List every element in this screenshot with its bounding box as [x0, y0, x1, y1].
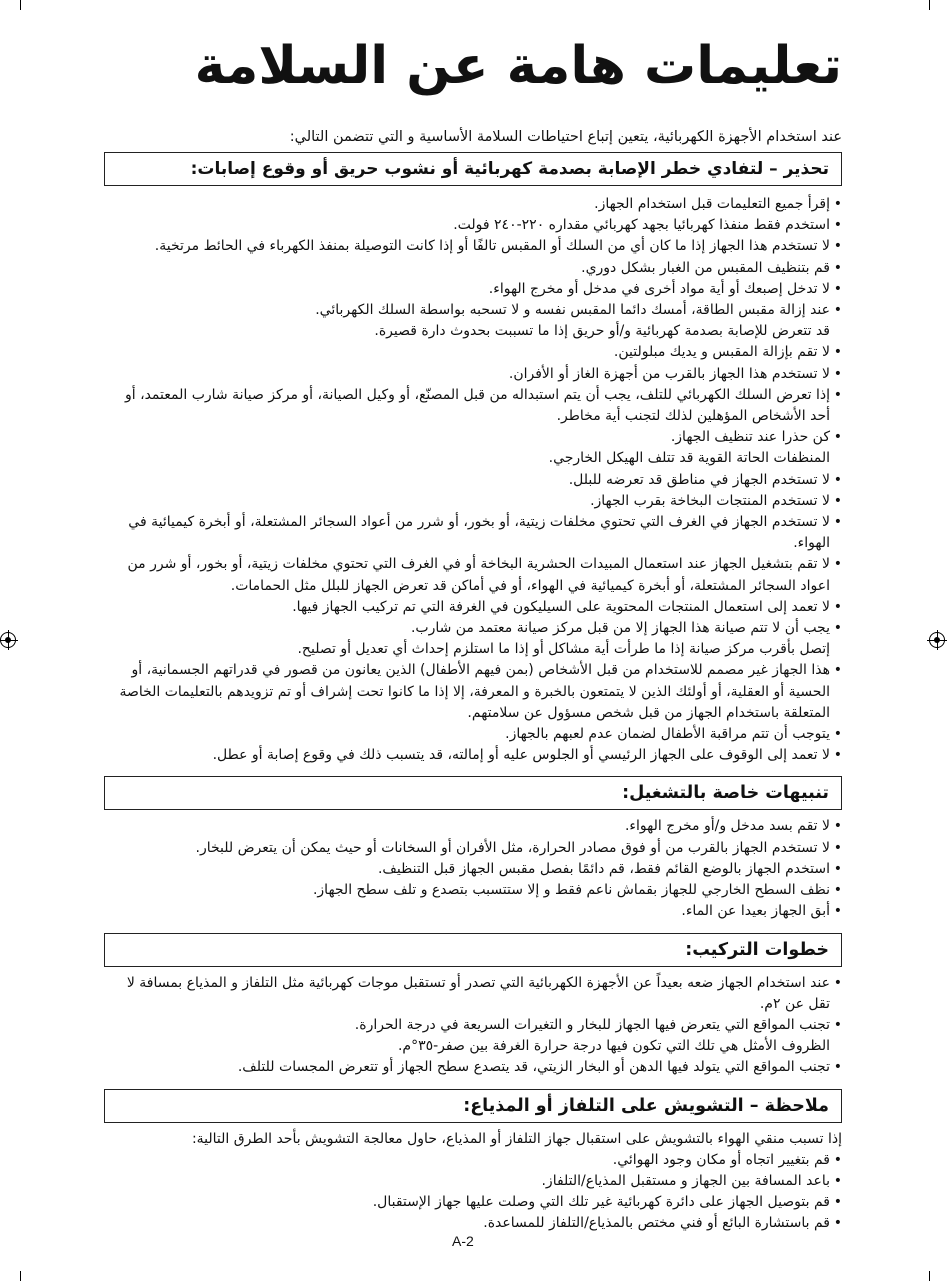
list-item: [104, 279, 842, 300]
list-item-continuation: قد تتعرض للإصابة بصدمة كهربائية و/أو حريق إذا ما تسببت بحدوث دارة قصيرة.: [374, 323, 830, 340]
list-item-text: استخدم فقط منفذا كهربائيا بجهد كهربائي مقداره ٢٢٠-٢٤٠ فولت.: [453, 217, 830, 234]
list-item: [104, 901, 842, 922]
list-item-text: هذا الجهاز غير مصمم للاستخدام من قبل الأشخاص (بمن فيهم الأطفال) الذين يعانون من قصور في قدراتهم الجسمانية، أو الحسية أو العقلية، أو أولئك الذين لا يتمتعون بالخبرة و المعرفة، إلا إذا ما كانوا تحت إشراف أو تم تزويدهم بالتعليمات الخاصة المتعلقة باستخدام الجهاز من قبل شخص مسؤول عن سلامتهم.: [119, 662, 830, 721]
operation-heading: تنبيهات خاصة بالتشغيل:: [104, 776, 842, 810]
list-item-text: قم بتوصيل الجهاز على دائرة كهربائية غير تلك التي وصلت عليها جهاز الإستقبال.: [372, 1193, 830, 1210]
list-item: [104, 973, 842, 1015]
list-item: [104, 1213, 842, 1234]
list-item-continuation: المنظفات الحاتة القوية قد تتلف الهيكل الخارجي.: [548, 450, 830, 467]
list-item: [104, 342, 842, 363]
list-item: [104, 838, 842, 859]
list-item-text: لا تدخل إصبعك أو أية مواد أخرى في مدخل أو مخرج الهواء.: [488, 280, 830, 297]
list-item: [104, 859, 842, 880]
list-item: [104, 660, 842, 724]
note-intro: إذا تسبب منقي الهواء بالتشويش على استقبال جهاز التلفاز أو المذياع، حاول معالجة التشويش بأحد الطرق التالية:: [191, 1130, 842, 1147]
registration-mark-right-icon: [929, 632, 945, 648]
list-item-text: لا تقم بإزالة المقبس و يديك مبلولتين.: [613, 344, 830, 361]
warning-list: [104, 194, 842, 766]
crop-mark-top-left: [20, 0, 21, 10]
list-item-text: نظف السطح الخارجي للجهاز بقماش ناعم فقط و إلا ستتسبب بتصدع و تلف سطح الجهاز.: [312, 882, 830, 899]
document-body: [104, 28, 842, 1234]
list-item: [104, 618, 842, 660]
note-heading: ملاحظة – التشويش على التلفاز أو المذياع:: [104, 1089, 842, 1123]
list-item-text: لا تقم بتشغيل الجهاز عند استعمال المبيدات الحشرية البخاخة أو في الغرف التي تحتوي مخلفات زيتية، أو بخور، أو شرر من اعواد السجائر المشتعلة، أو أبخرة كيميائية في الهواء، أو في أماكن قد تعرض الجهاز للبلل مثل الحمامات.: [127, 556, 830, 594]
list-item-continuation: إتصل بأقرب مركز صيانة إذا ما طرأت أية مشاكل أو إذا ما استلزم إحداث أي تعديل أو تصليح.: [297, 641, 830, 658]
list-item-text: كن حذرا عند تنظيف الجهاز.: [670, 429, 830, 446]
list-item-text: لا تستخدم هذا الجهاز بالقرب من أجهزة الغاز أو الأفران.: [508, 365, 830, 382]
installation-list: [104, 973, 842, 1079]
crop-mark-top-right: [929, 0, 930, 10]
list-item: [104, 364, 842, 385]
list-item: [104, 724, 842, 745]
list-item-text: إقرأ جميع التعليمات قبل استخدام الجهاز.: [594, 196, 830, 212]
note-list: [104, 1150, 842, 1235]
registration-mark-left-icon: [0, 632, 16, 648]
intro-text: عند استخدام الأجهزة الكهربائية، يتعين إتباع احتياطات السلامة الأساسية و التي تتضمن التالي:: [289, 129, 842, 145]
crop-mark-bottom-left: [20, 1271, 21, 1281]
installation-heading: خطوات التركيب:: [104, 933, 842, 967]
list-item-text: قم بتغيير اتجاه أو مكان وجود الهوائي.: [612, 1151, 830, 1168]
list-item-text: استخدم الجهاز بالوضع القائم فقط، قم دائمًا بفصل مقبس الجهاز قبل التنظيف.: [377, 860, 830, 877]
list-item-text: عند إزالة مقبس الطاقة، أمسك دائما المقبس نفسه و لا تسحبه بواسطة السلك الكهربائي.: [315, 302, 830, 319]
list-item-text: لا تستخدم الجهاز في مناطق قد تعرضه للبلل.: [568, 471, 830, 488]
list-item: [104, 512, 842, 554]
list-item-text: لا تقم بسد مدخل و/أو مخرج الهواء.: [624, 818, 830, 835]
list-item-text: قم باستشارة البائع أو فني مختص بالمذياع/التلفاز للمساعدة.: [483, 1215, 830, 1232]
list-item: [104, 215, 842, 236]
operation-list: [104, 816, 842, 922]
list-item: [104, 1015, 842, 1057]
list-item-text: لا تستخدم الجهاز في الغرف التي تحتوي مخلفات زيتية، أو بخور، أو شرر من أعواد السجائر المشتعلة، أو أبخرة كيميائية في الهواء.: [128, 514, 830, 552]
list-item: [104, 194, 842, 215]
list-item: [104, 880, 842, 901]
list-item-text: يجب أن لا تتم صيانة هذا الجهاز إلا من قبل مركز صيانة معتمد من شارب.: [410, 620, 830, 637]
list-item: [104, 491, 842, 512]
list-item-text: أبق الجهاز بعيدا عن الماء.: [681, 903, 830, 920]
page-title: تعليمات هامة عن السلامة: [194, 36, 842, 96]
list-item-text: تجنب المواقع التي يتولد فيها الدهن أو البخار الزيتي، قد يتصدع سطح الجهاز أو تتعرض المجسات للتلف.: [237, 1059, 830, 1076]
list-item-continuation: الظروف الأمثل هي تلك التي تكون فيها درجة حرارة الغرفة بين صفر-٣٥°م.: [397, 1038, 830, 1055]
list-item-text: يتوجب أن تتم مراقبة الأطفال لضمان عدم لعبهم بالجهاز.: [505, 726, 830, 743]
list-item-text: لا تستخدم الجهاز بالقرب من أو فوق مصادر الحرارة، مثل الأفران أو السخانات أو حيث يمكن أن يتعرض للبخار.: [195, 839, 830, 856]
list-item-text: إذا تعرض السلك الكهربائي للتلف، يجب أن يتم استبداله من قبل المصنّع، أو وكيل الصيانة، أو مركز صيانة شارب المعتمد، أو أحد الأشخاص المؤهلين لذلك لتجنب أية مخاطر.: [124, 386, 830, 425]
list-item: [104, 1171, 842, 1192]
list-item: [104, 300, 842, 342]
list-item: [104, 470, 842, 491]
list-item: [104, 1057, 842, 1078]
list-item: [104, 554, 842, 596]
list-item: [104, 816, 842, 837]
list-item-text: لا تستخدم المنتجات البخاخة بقرب الجهاز.: [590, 492, 830, 509]
list-item: [104, 1192, 842, 1213]
list-item-text: لا تعمد إلى الوقوف على الجهاز الرئيسي أو الجلوس عليه أو إمالته، قد يتسبب ذلك في وقوع إصابة أو عطل.: [212, 747, 830, 764]
list-item: [104, 236, 842, 257]
list-item: [104, 597, 842, 618]
list-item-text: تجنب المواقع التي يتعرض فيها الجهاز للبخار و التغيرات السريعة في درجة الحرارة.: [354, 1016, 830, 1033]
list-item-text: لا تعمد إلى استعمال المنتجات المحتوية على السيليكون في الغرفة التي تم تركيب الجهاز فيها.: [292, 598, 830, 615]
list-item: [104, 258, 842, 279]
list-item-text: قم بتنظيف المقبس من الغبار بشكل دوري.: [581, 259, 830, 276]
warning-heading: تحذير – لتفادي خطر الإصابة بصدمة كهربائية أو نشوب حريق أو وقوع إصابات:: [104, 152, 842, 186]
list-item: [104, 1150, 842, 1171]
list-item-text: لا تستخدم هذا الجهاز إذا ما كان أي من السلك أو المقبس تالفًا أو إذا كانت التوصيلة بمنفذ الكهرباء في الحائط مرتخية.: [154, 238, 830, 255]
list-item: [104, 427, 842, 469]
list-item: [104, 385, 842, 427]
crop-mark-bottom-right: [929, 1271, 930, 1281]
list-item-text: عند استخدام الجهاز ضعه بعيداً عن الأجهزة الكهربائية التي تصدر أو تستقبل موجات كهربائية مثل التلفاز و المذياع بمسافة لا تقل عن ٢م.: [126, 974, 830, 1012]
list-item-text: باعد المسافة بين الجهاز و مستقبل المذياع/التلفاز.: [541, 1172, 830, 1189]
list-item: [104, 745, 842, 766]
page-number: A-2: [452, 1233, 474, 1249]
